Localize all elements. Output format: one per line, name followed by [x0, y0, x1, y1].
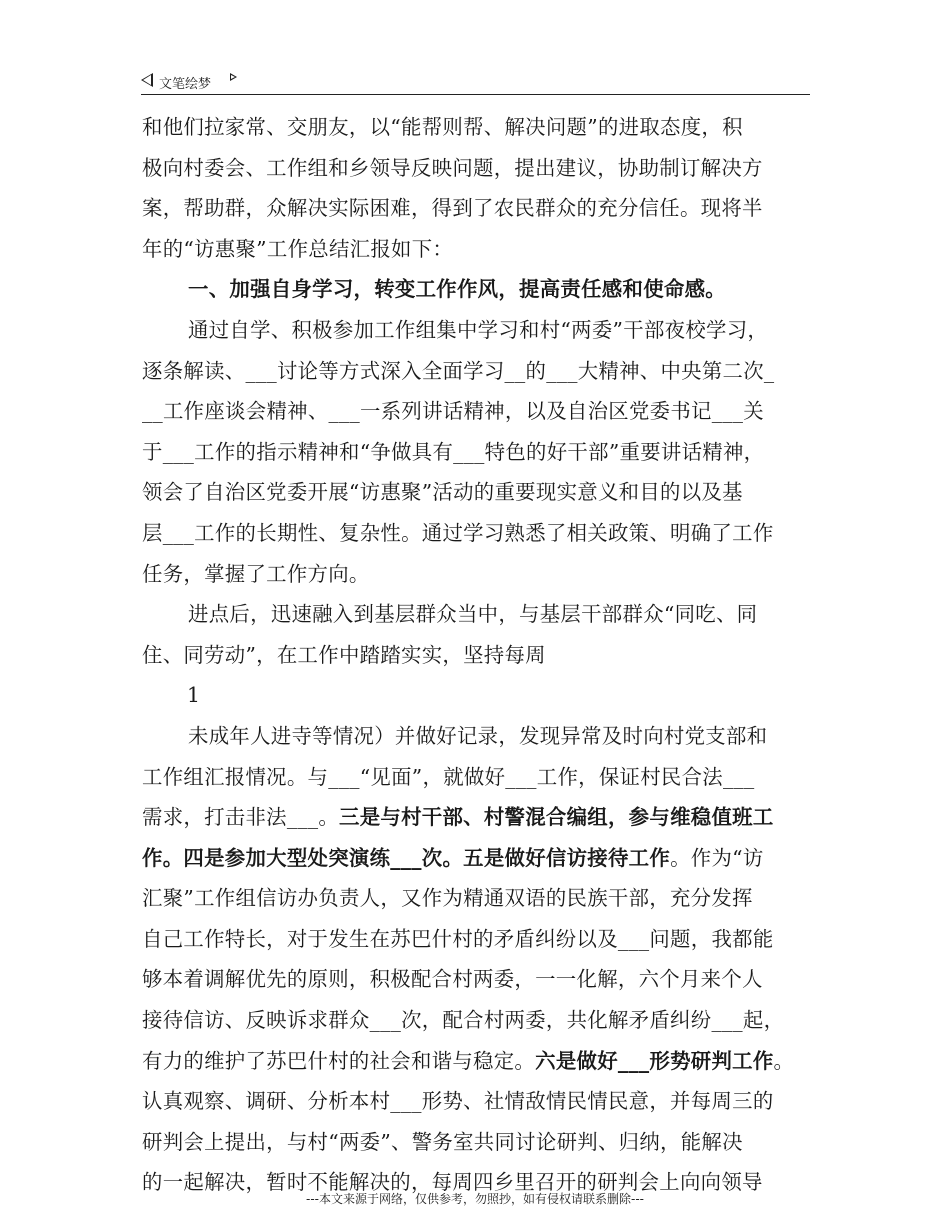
text-line: 层___工作的长期性、复杂性。通过学习熟悉了相关政策、明确了工作 — [142, 520, 774, 545]
section-heading — [142, 269, 814, 310]
text-line: 汇聚”工作组信访办负责人，又作为精通双语的民族干部，充分发挥 — [142, 886, 753, 911]
text-line — [142, 797, 814, 838]
page-header — [141, 70, 810, 95]
document-body — [142, 107, 814, 1203]
text-line: 年的“访惠聚”工作总结汇报如下： — [142, 236, 454, 261]
bold-segment: 三是与村干部、村警混合编组，参与维稳值班工 — [339, 805, 774, 830]
text-line: 领会了自治区党委开展“访惠聚”活动的重要现实意义和目的以及基 — [142, 480, 743, 505]
text-segment: 需求，打击非法___。 — [142, 805, 340, 830]
text-line: 于___工作的指示精神和“争做具有___特色的好干部”重要讲话精神， — [142, 439, 765, 464]
text-line: __工作座谈会精神、___一系列讲话精神，以及自治区党委书记___关 — [142, 399, 764, 424]
text-segment: 。作为“访 — [670, 845, 764, 870]
text-line: 接待信访、反映诉求群众___次，配合村两委，共化解矛盾纠纷___起， — [142, 1008, 785, 1033]
text-line: 逐条解读、___讨论等方式深入全面学习__的___大精神、中央第二次_ — [142, 358, 775, 383]
text-line: 案，帮助群，众解决实际困难，得到了农民群众的充分信任。现将半 — [142, 196, 763, 221]
text-segment: 有力的维护了苏巴什村的社会和谐与稳定。 — [142, 1048, 536, 1073]
text-line: 自己工作特长，对于发生在苏巴什村的矛盾纠纷以及___问题，我都能 — [142, 926, 774, 951]
text-line: 极向村委会、工作组和乡领导反映问题，提出建议，协助制订解决方 — [142, 155, 763, 180]
text-line: 进点后，迅速融入到基层群众当中，与基层干部群众“同吃、同 — [188, 602, 758, 627]
text-line: 通过自学、积极参加工作组集中学习和村“两委”干部夜校学习， — [188, 317, 769, 342]
text-line: 住、同劳动”，在工作中踏踏实实，坚持每周 — [142, 642, 546, 667]
text-line: 任务，掌握了工作方向。 — [142, 561, 370, 586]
bold-segment: 作。四是参加大型处突演练___次。五是做好信访接待工作 — [142, 845, 671, 870]
page-number: 1 — [187, 683, 201, 708]
text-line — [142, 1041, 814, 1082]
header-brand: 文笔绘梦 — [159, 77, 212, 92]
page-footer: ---本文来源于网络，仅供参考，勿照抄，如有侵权请联系删除--- — [306, 1192, 644, 1206]
triangle-right-icon — [230, 73, 237, 81]
text-line: 认真观察、调研、分析本村___形势、社情敌情民情民意，并每周三的 — [142, 1089, 774, 1114]
text-line: 和他们拉家常、交朋友，以“能帮则帮、解决问题”的进取态度，积 — [142, 115, 743, 139]
text-line — [142, 838, 814, 879]
text-segment: 。 — [773, 1048, 795, 1073]
section-heading-text: 一、加强自身学习，转变工作作风，提高责任感和使命感。 — [188, 277, 726, 302]
text-line: 的一起解决，暂时不能解决的，每周四乡里召开的研判会上向向领导 — [142, 1170, 763, 1195]
text-line: 未成年人进寺等情况）并做好记录，发现异常及时向村党支部和 — [188, 723, 768, 748]
text-line: 研判会上提出，与村“两委”、警务室共同讨论研判、归纳，能解决 — [142, 1129, 743, 1154]
triangle-left-icon — [141, 73, 153, 87]
text-line: 工作组汇报情况。与___“见面”，就做好___工作，保证村民合法___ — [142, 764, 755, 789]
bold-segment: 六是做好___形势研判工作 — [535, 1048, 774, 1073]
text-line: 够本着调解优先的原则，积极配合村两委，一一化解，六个月来个人 — [142, 967, 763, 992]
